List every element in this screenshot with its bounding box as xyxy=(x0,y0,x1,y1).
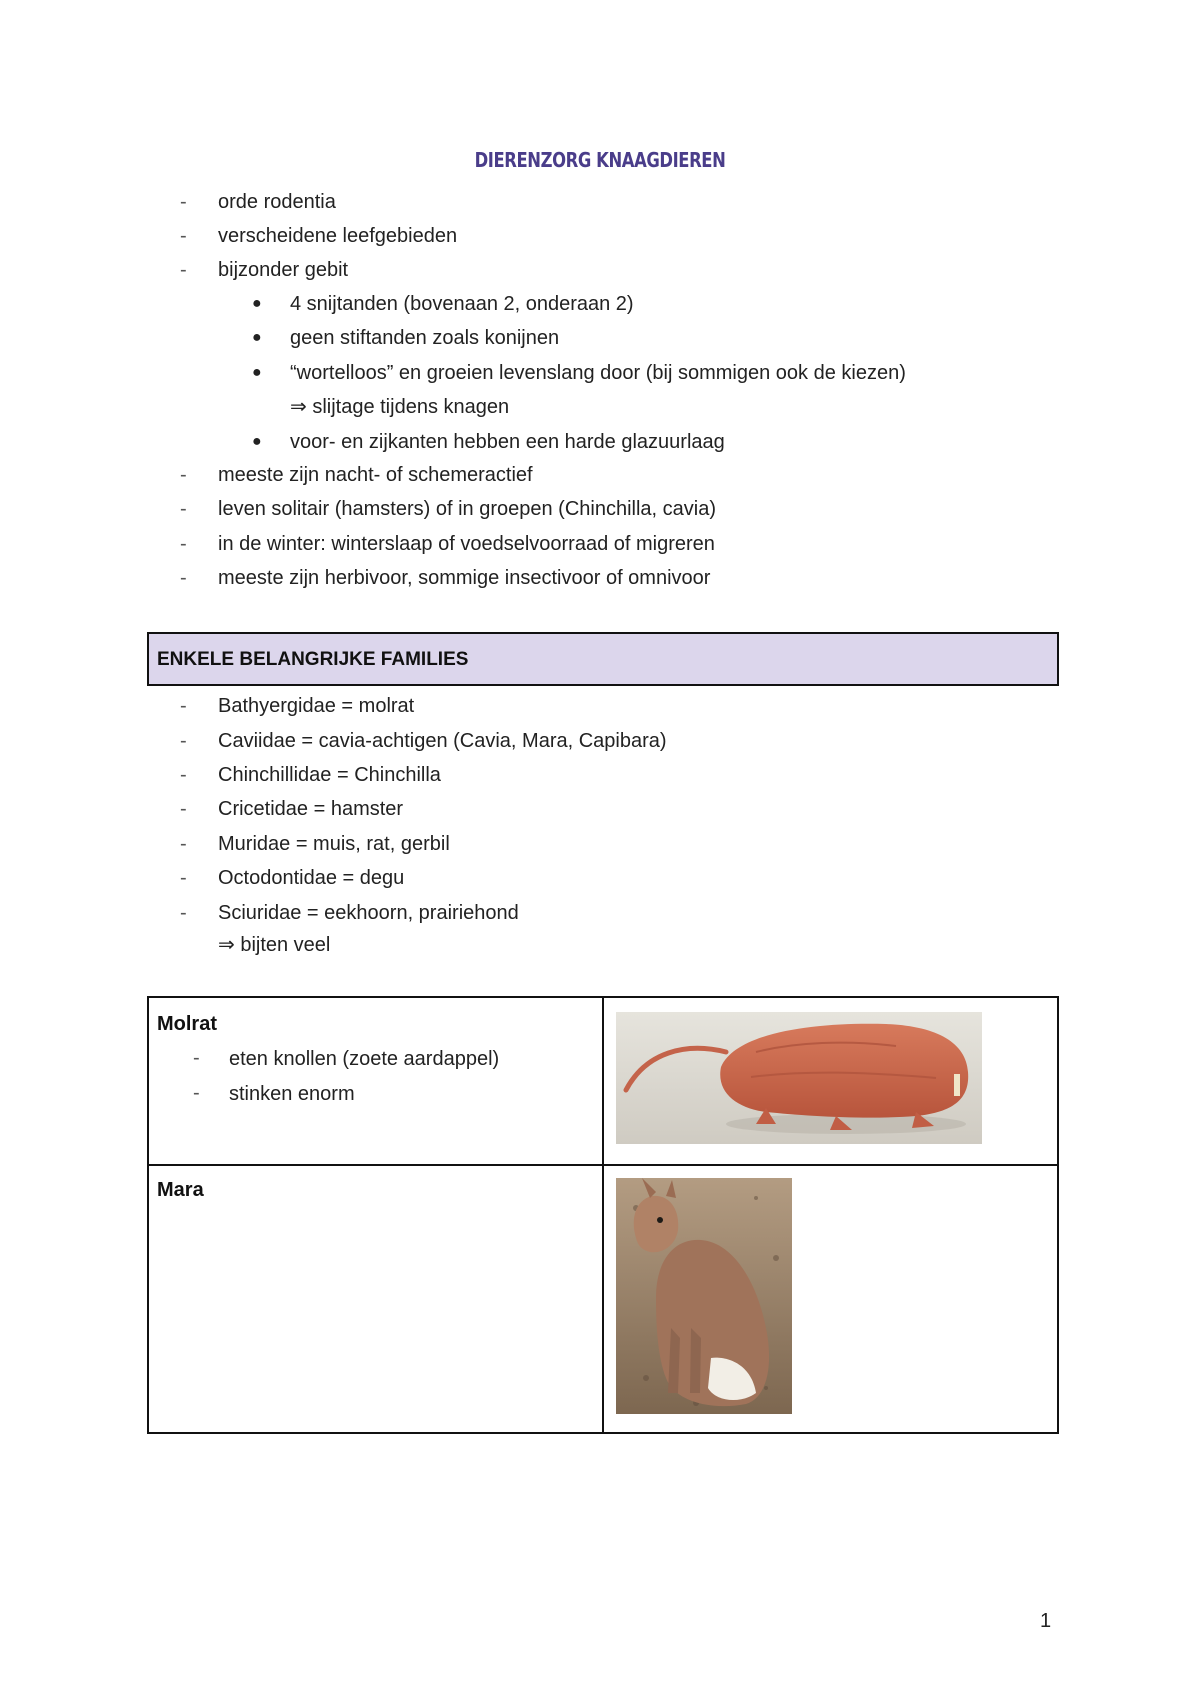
family-item: Bathyergidae = molrat xyxy=(218,695,415,717)
dash: - xyxy=(180,533,187,555)
dash: - xyxy=(180,225,187,247)
list-item: meeste zijn herbivoor, sommige insectivoor of omnivoor xyxy=(218,567,711,589)
dash: - xyxy=(193,1047,200,1069)
mara-photo xyxy=(616,1178,792,1414)
page-number: 1 xyxy=(1040,1610,1052,1632)
dash: - xyxy=(180,833,187,855)
family-item: Chinchillidae = Chinchilla xyxy=(218,764,441,786)
bullet-icon: ● xyxy=(252,329,262,346)
dash: - xyxy=(180,695,187,717)
dash: - xyxy=(180,867,187,889)
sub-list-note: ⇒ slijtage tijdens knagen xyxy=(290,396,510,418)
species-point: eten knollen (zoete aardappel) xyxy=(229,1048,500,1070)
species-name: Mara xyxy=(157,1179,204,1201)
dash: - xyxy=(180,567,187,589)
list-item: bijzonder gebit xyxy=(218,259,349,281)
list-item: in de winter: winterslaap of voedselvoorraad of migreren xyxy=(218,533,715,555)
family-item: Cricetidae = hamster xyxy=(218,798,404,820)
page-title: DIERENZORG KNAAGDIEREN xyxy=(474,148,726,172)
sub-list-item: geen stiftanden zoals konijnen xyxy=(290,327,560,349)
dash: - xyxy=(180,764,187,786)
dash: - xyxy=(180,464,187,486)
species-table xyxy=(147,996,1059,1434)
family-item: Sciuridae = eekhoorn, prairiehond xyxy=(218,902,519,924)
dash: - xyxy=(180,259,187,281)
table-divider xyxy=(149,1164,1057,1166)
bullet-icon: ● xyxy=(252,295,262,312)
dash: - xyxy=(180,798,187,820)
family-note: ⇒ bijten veel xyxy=(218,934,331,956)
sub-list-item: “wortelloos” en groeien levenslang door (bij sommigen ook de kiezen) xyxy=(290,362,906,384)
table-divider xyxy=(602,998,604,1432)
dash: - xyxy=(180,730,187,752)
bullet-icon: ● xyxy=(252,364,262,381)
section-heading-bar xyxy=(147,632,1059,686)
section-heading: ENKELE BELANGRIJKE FAMILIES xyxy=(157,649,469,670)
dash: - xyxy=(193,1082,200,1104)
species-name: Molrat xyxy=(157,1013,217,1035)
list-item: leven solitair (hamsters) of in groepen (Chinchilla, cavia) xyxy=(218,498,716,520)
mara-illustration xyxy=(616,1178,792,1414)
molrat-photo xyxy=(616,1012,982,1144)
family-item: Caviidae = cavia-achtigen (Cavia, Mara, Capibara) xyxy=(218,730,667,752)
molrat-illustration xyxy=(616,1012,982,1144)
list-item: verscheidene leefgebieden xyxy=(218,225,458,247)
family-item: Muridae = muis, rat, gerbil xyxy=(218,833,450,855)
list-item: orde rodentia xyxy=(218,191,336,213)
sub-list-item: voor- en zijkanten hebben een harde glazuurlaag xyxy=(290,431,725,453)
dash: - xyxy=(180,191,187,213)
family-item: Octodontidae = degu xyxy=(218,867,405,889)
dash: - xyxy=(180,902,187,924)
list-item: meeste zijn nacht- of schemeractief xyxy=(218,464,533,486)
sub-list-item: 4 snijtanden (bovenaan 2, onderaan 2) xyxy=(290,293,634,315)
bullet-icon: ● xyxy=(252,433,262,450)
dash: - xyxy=(180,498,187,520)
species-point: stinken enorm xyxy=(229,1083,355,1105)
